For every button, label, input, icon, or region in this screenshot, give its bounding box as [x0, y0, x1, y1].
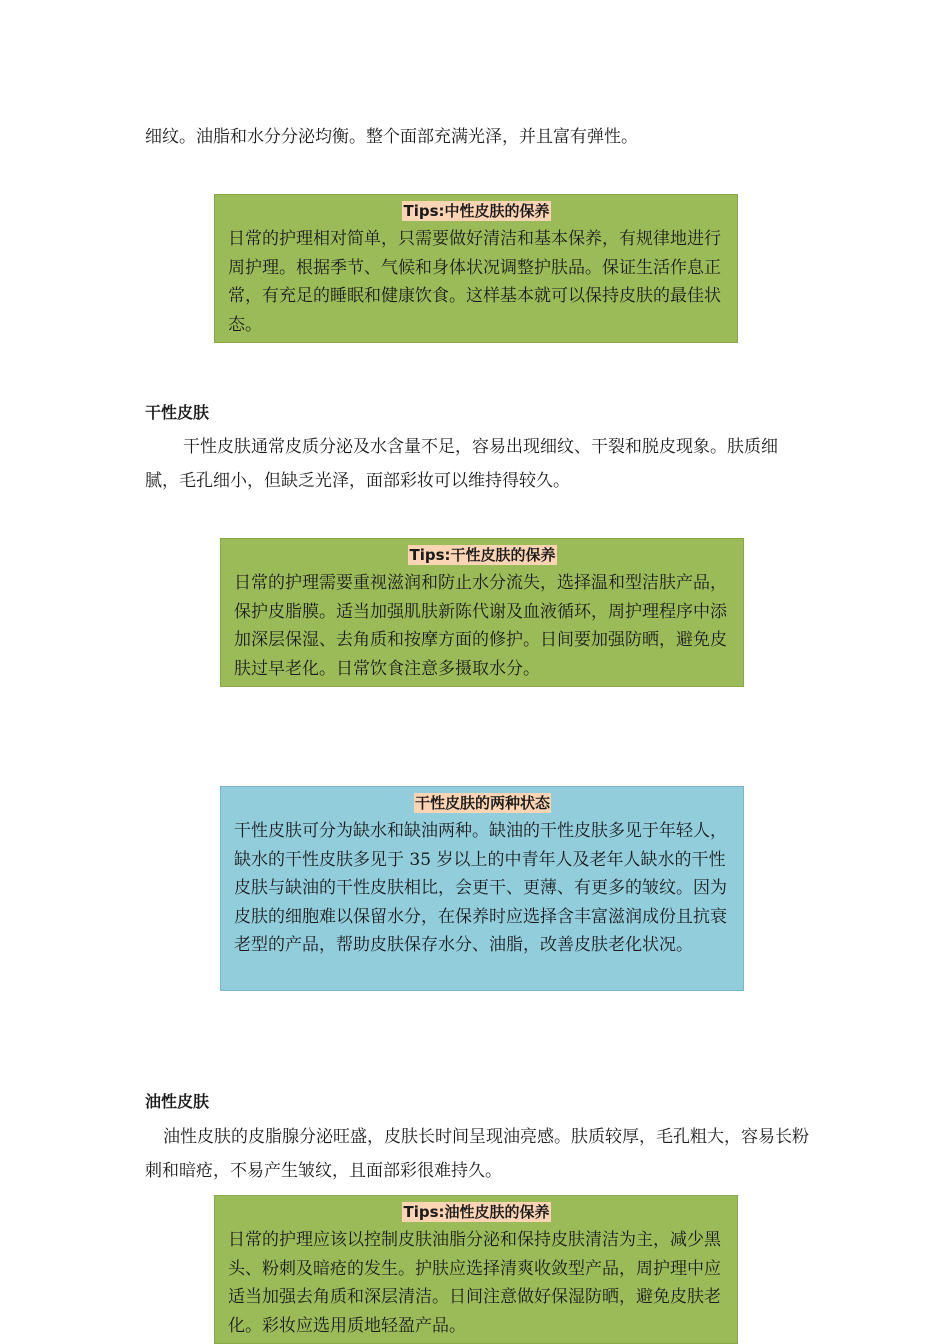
- section-heading-oily-skin: 油性皮肤: [145, 1092, 210, 1111]
- tip-text-dry: 日常的护理需要重视滋润和防止水分流失，选择温和型洁肤产品，保护皮脂膜。适当加强肌肤新陈代谢及血液循环，周护理程序中添加深层保湿、去角质和按摩方面的修护。日间要加强防晒，避免皮肤过早老化。日常饮食注意多摄取水分。: [234, 573, 727, 679]
- tip-box-neutral-skin: [214, 194, 738, 343]
- tip-text-neutral: 日常的护理相对简单，只需要做好清洁和基本保养，有规律地进行周护理。根据季节、气候和身体状况调整护肤品。保证生活作息正常，有充足的睡眠和健康饮食。这样基本就可以保持皮肤的最佳状态。: [228, 229, 721, 335]
- intro-paragraph: 细纹。油脂和水分分泌均衡。整个面部充满光泽，并且富有弹性。: [145, 127, 638, 147]
- info-box-dry-skin-states: [220, 786, 744, 991]
- tip-text-oily: 日常的护理应该以控制皮肤油脂分泌和保持皮肤清洁为主，减少黑头、粉刺及暗疮的发生。护肤应选择清爽收敛型产品，周护理中应适当加强去角质和深层清洁。日间注意做好保湿防晒，避免皮肤老化。彩妆应选用质地轻盈产品。: [228, 1230, 721, 1336]
- tip-title-neutral: Tips:中性皮肤的保养: [403, 202, 550, 220]
- tip-title-dry: Tips:干性皮肤的保养: [409, 546, 556, 564]
- section-heading-dry-skin: 干性皮肤: [145, 403, 210, 422]
- info-text-dry-states: 干性皮肤可分为缺水和缺油两种。缺油的干性皮肤多见于年轻人，缺水的干性皮肤多见于 35 岁以上的中青年人及老年人缺水的干性皮肤与缺油的干性皮肤相比，会更干、更薄、有更多的皱纹。因为皮肤的细胞难以保留水分，在保养时应选择含丰富滋润成份且抗衰老型的产品，帮助皮肤保存水分、油脂，改善皮肤老化状况。: [234, 821, 727, 955]
- tip-box-oily-skin: [214, 1195, 738, 1344]
- tip-box-dry-skin: [220, 538, 744, 687]
- oily-skin-paragraph: 油性皮肤的皮脂腺分泌旺盛，皮肤长时间呈现油亮感。肤质较厚，毛孔粗大，容易长粉刺和暗疮，不易产生皱纹，且面部彩很难持久。: [145, 1127, 809, 1181]
- dry-skin-paragraph: 干性皮肤通常皮质分泌及水含量不足，容易出现细纹、干裂和脱皮现象。肤质细腻，毛孔细小，但缺乏光泽，面部彩妆可以维持得较久。: [145, 437, 778, 491]
- tip-title-oily: Tips:油性皮肤的保养: [403, 1203, 550, 1221]
- info-title-dry-states: 干性皮肤的两种状态: [414, 794, 550, 812]
